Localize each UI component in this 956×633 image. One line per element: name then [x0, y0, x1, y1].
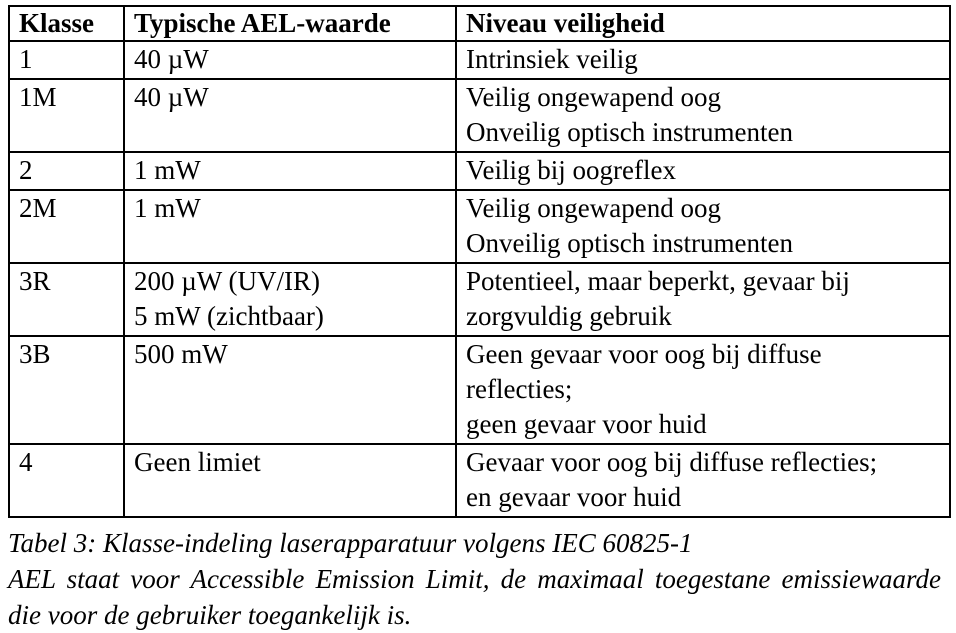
cell-niveau	[456, 336, 950, 444]
cell-line: reflecties;	[466, 374, 573, 404]
cell-niveau	[456, 152, 950, 190]
table-row	[9, 444, 950, 517]
laser-class-table	[8, 5, 951, 518]
table-row	[9, 152, 950, 190]
cell-line: Onveilig optisch instrumenten	[466, 228, 793, 258]
cell-line: 2	[19, 155, 33, 185]
cell-line: Geen limiet	[134, 447, 261, 477]
cell-ael	[124, 79, 456, 152]
cell-line: 1 mW	[134, 193, 201, 223]
column-header-ael: Typische AEL-waarde	[124, 6, 456, 41]
cell-line: Potentieel, maar beperkt, gevaar bij	[466, 266, 850, 296]
cell-line: Geen gevaar voor oog bij diffuse	[466, 339, 822, 369]
cell-line: en gevaar voor huid	[466, 482, 682, 512]
cell-line: zorgvuldig gebruik	[466, 301, 672, 331]
cell-line: 40 µW	[134, 82, 209, 112]
column-header-klasse: Klasse	[9, 6, 124, 41]
cell-line: 5 mW (zichtbaar)	[134, 301, 324, 331]
cell-line: Gevaar voor oog bij diffuse reflecties;	[466, 447, 878, 477]
cell-line: geen gevaar voor huid	[466, 409, 707, 439]
table-body	[9, 41, 950, 517]
cell-ael	[124, 152, 456, 190]
cell-line: Veilig bij oogreflex	[466, 155, 676, 185]
cell-klasse	[9, 152, 124, 190]
cell-line: 3B	[19, 339, 51, 369]
table-row	[9, 263, 950, 336]
table-row	[9, 41, 950, 79]
table-row	[9, 190, 950, 263]
cell-line: 1	[19, 44, 33, 74]
cell-line: 1M	[19, 82, 57, 112]
cell-ael	[124, 263, 456, 336]
cell-klasse	[9, 79, 124, 152]
cell-line: 4	[19, 447, 33, 477]
cell-niveau	[456, 41, 950, 79]
cell-ael	[124, 336, 456, 444]
cell-line: 3R	[19, 266, 51, 296]
caption-title: Tabel 3: Klasse-indeling laserapparatuur volgens IEC 60825-1	[8, 528, 693, 558]
cell-niveau	[456, 79, 950, 152]
cell-line: Onveilig optisch instrumenten	[466, 117, 793, 147]
cell-niveau	[456, 190, 950, 263]
table-row	[9, 336, 950, 444]
column-header-niveau: Niveau veiligheid	[456, 6, 950, 41]
cell-niveau	[456, 263, 950, 336]
cell-ael	[124, 41, 456, 79]
cell-klasse	[9, 444, 124, 517]
cell-klasse	[9, 41, 124, 79]
cell-line: 2M	[19, 193, 57, 223]
cell-line: Veilig ongewapend oog	[466, 82, 721, 112]
cell-line: Intrinsiek veilig	[466, 44, 638, 74]
table-header-row	[9, 6, 950, 41]
cell-klasse	[9, 336, 124, 444]
cell-line: 200 µW (UV/IR)	[134, 266, 321, 296]
cell-line: Veilig ongewapend oog	[466, 193, 721, 223]
caption-note: AEL staat voor Accessible Emission Limit, de maximaal toegestane emissiewaarde die voor de gebruiker toegankelijk is.	[8, 564, 941, 630]
document-page	[8, 5, 949, 633]
cell-ael	[124, 190, 456, 263]
cell-line: 1 mW	[134, 155, 201, 185]
cell-klasse	[9, 190, 124, 263]
table-row	[9, 79, 950, 152]
cell-klasse	[9, 263, 124, 336]
cell-ael	[124, 444, 456, 517]
cell-line: 40 µW	[134, 44, 209, 74]
cell-line: 500 mW	[134, 339, 228, 369]
cell-niveau	[456, 444, 950, 517]
table-caption	[8, 525, 941, 633]
